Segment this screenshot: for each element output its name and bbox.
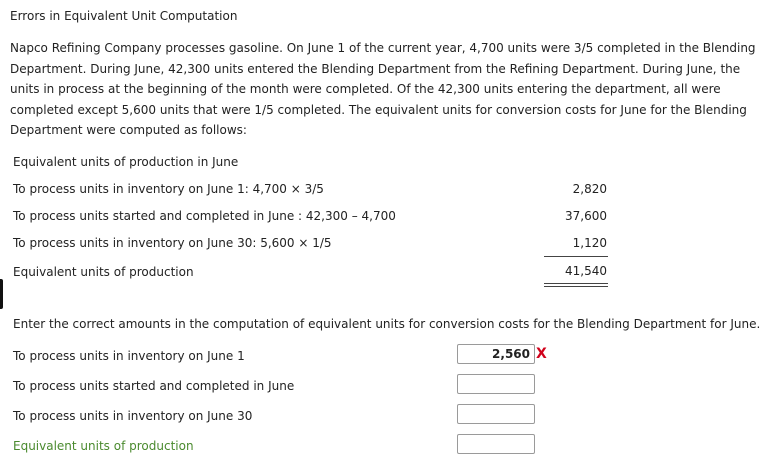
subtotal-rule <box>544 256 608 257</box>
answer-label-june1: To process units in inventory on June 1 <box>13 349 245 363</box>
computation-total-value: 41,540 <box>565 264 607 278</box>
answer-label-june30: To process units in inventory on June 30 <box>13 409 253 423</box>
computation-total-label: Equivalent units of production <box>13 265 194 279</box>
double-rule-top <box>544 283 608 284</box>
answer-label-started-completed: To process units started and completed in June <box>13 379 295 393</box>
june30-input[interactable] <box>457 404 535 424</box>
answer-label-total: Equivalent units of production <box>13 439 194 453</box>
computation-row-label: To process units started and completed in June : 42,300 – 4,700 <box>13 209 396 223</box>
problem-description: Napco Refining Company processes gasoline. On June 1 of the current year, 4,700 units were 3/5 completed in the Blending Department. During June, 42,300 units entered the Blending Department from the Refining Department. During June, the units in process at the beginning of the month were completed. Of the 42,300 units entering the department, all were completed except 5,600 units that were 1/5 completed. The equivalent units for conversion costs for June for the Blending Department were computed as follows: <box>10 41 756 138</box>
computation-row-label: To process units in inventory on June 1: 4,700 × 3/5 <box>13 182 324 196</box>
computation-row-value: 1,120 <box>572 236 607 250</box>
computation-row-value: 37,600 <box>565 209 607 223</box>
double-rule-bottom <box>544 286 608 287</box>
equivalent-units-total-input[interactable] <box>457 434 535 454</box>
computation-row-value: 2,820 <box>572 182 607 196</box>
scroll-indicator <box>0 279 3 309</box>
started-completed-input[interactable] <box>457 374 535 394</box>
problem-title: Errors in Equivalent Unit Computation <box>10 9 238 23</box>
june1-input[interactable] <box>457 344 535 364</box>
computation-heading: Equivalent units of production in June <box>13 155 239 169</box>
computation-row-label: To process units in inventory on June 30: 5,600 × 1/5 <box>13 236 332 250</box>
incorrect-x-icon: X <box>536 346 547 362</box>
instruction-text: Enter the correct amounts in the computation of equivalent units for conversion costs for the Blending Department for June. <box>13 317 761 331</box>
